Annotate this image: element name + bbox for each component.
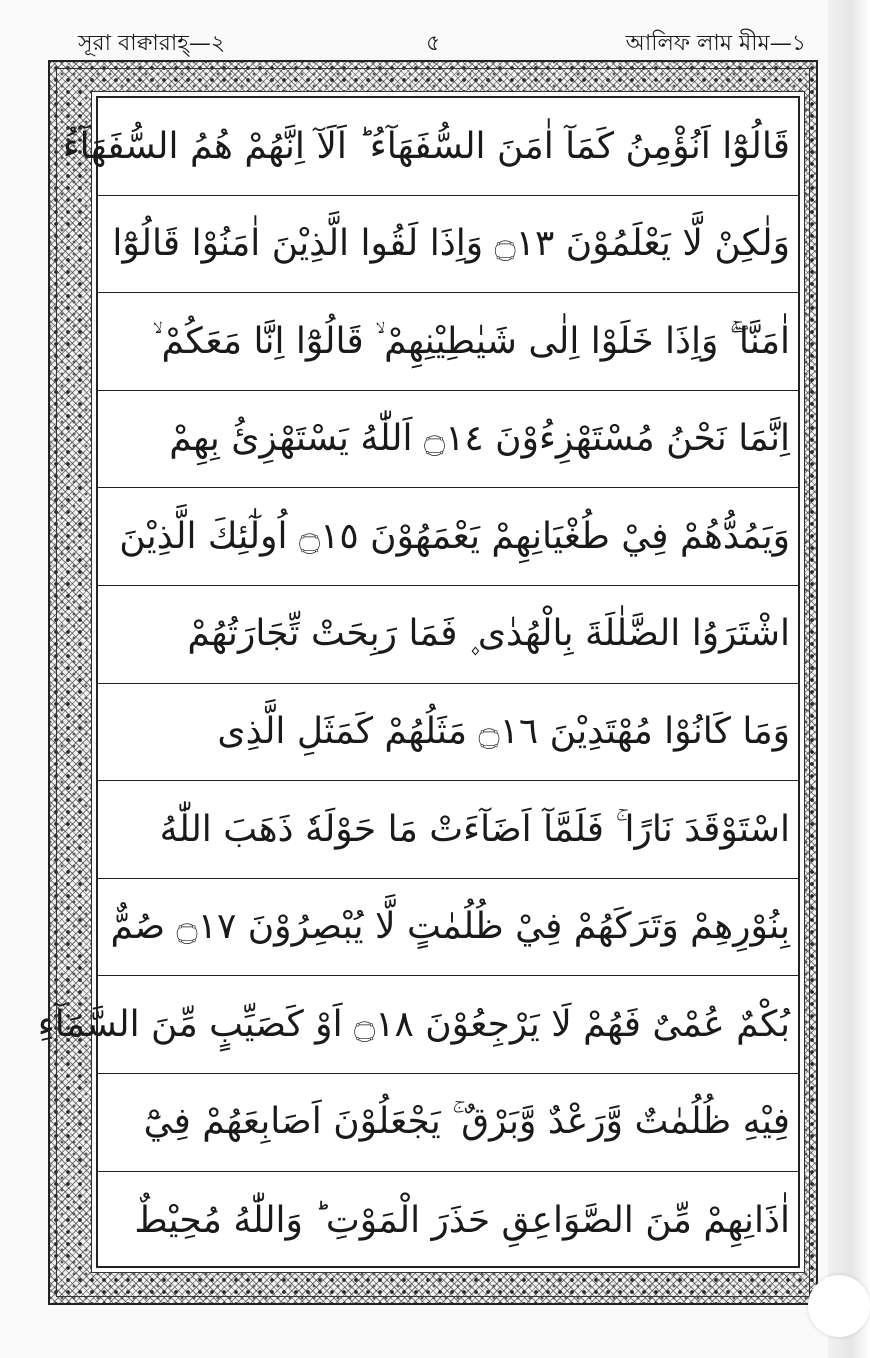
- verse-line: اشْتَرَوُا الضَّلٰلَةَ بِالْهُدٰى ۪ فَمَا رَبِحَتْ تِّجَارَتُهُمْ: [98, 586, 798, 684]
- page-edge-shadow: [828, 0, 870, 1358]
- page-header: [48, 18, 818, 62]
- surah-title: সূরা বাক্বারাহ্—২: [78, 31, 226, 56]
- verse-line: اسْتَوْقَدَ نَارًا ۚ فَلَمَّآ اَضَآءَتْ مَا حَوْلَهٗ ذَهَبَ اللّٰهُ: [98, 781, 798, 879]
- para-title: আলিফ লাম মীম—১: [625, 31, 806, 56]
- verse-line: وَمَا كَانُوْا مُهْتَدِيْنَ ۝١٦ مَثَلُهُمْ كَمَثَلِ الَّذِى: [98, 684, 798, 782]
- verse-line: وَلٰكِنْ لَّا يَعْلَمُوْنَ ۝١٣ وَاِذَا لَقُوا الَّذِيْنَ اٰمَنُوْا قَالُوْٓا: [98, 196, 798, 294]
- verse-line: اِنَّمَا نَحْنُ مُسْتَهْزِءُوْنَ ۝١٤ اَللّٰهُ يَسْتَهْزِئُ بِهِمْ: [98, 391, 798, 489]
- verse-line: فِيْهِ ظُلُمٰتٌ وَّرَعْدٌ وَّبَرْقٌ ۚ يَجْعَلُوْنَ اَصَابِعَهُمْ فِيْٓ: [98, 1074, 798, 1172]
- page-number: ৫: [426, 31, 441, 56]
- verse-line: بُكْمٌ عُمْىٌ فَهُمْ لَا يَرْجِعُوْنَ ۝١٨ اَوْ كَصَيِّبٍ مِّنَ السَّمَآءِ: [98, 976, 798, 1074]
- verse-line: اٰذَانِهِمْ مِّنَ الصَّوَاعِقِ حَذَرَ الْمَوْتِ ؕ وَاللّٰهُ مُحِيْطٌ: [134, 1199, 790, 1241]
- verse-line: وَيَمُدُّهُمْ فِيْ طُغْيَانِهِمْ يَعْمَهُوْنَ ۝١٥ اُولٰٓئِكَ الَّذِيْنَ: [98, 488, 798, 586]
- verse-line: قَالُوْٓا اَنُؤْمِنُ كَمَآ اٰمَنَ السُّفَهَآءُ ؕ اَلَآ اِنَّهُمْ هُمُ السُّفَهَآءُ: [98, 98, 798, 196]
- verse-line: اٰمَنَّا ۚۖ وَاِذَا خَلَوْا اِلٰى شَيٰطِيْنِهِمْ ۙ قَالُوْٓا اِنَّا مَعَكُمْ ۙ: [98, 293, 798, 391]
- verse-panel: [37, 96, 800, 1268]
- verse-line: بِنُوْرِهِمْ وَتَرَكَهُمْ فِيْ ظُلُمٰتٍ لَّا يُبْصِرُوْنَ ۝١٧ صُمٌّ: [98, 879, 798, 977]
- corner-circle-icon: [808, 1275, 870, 1337]
